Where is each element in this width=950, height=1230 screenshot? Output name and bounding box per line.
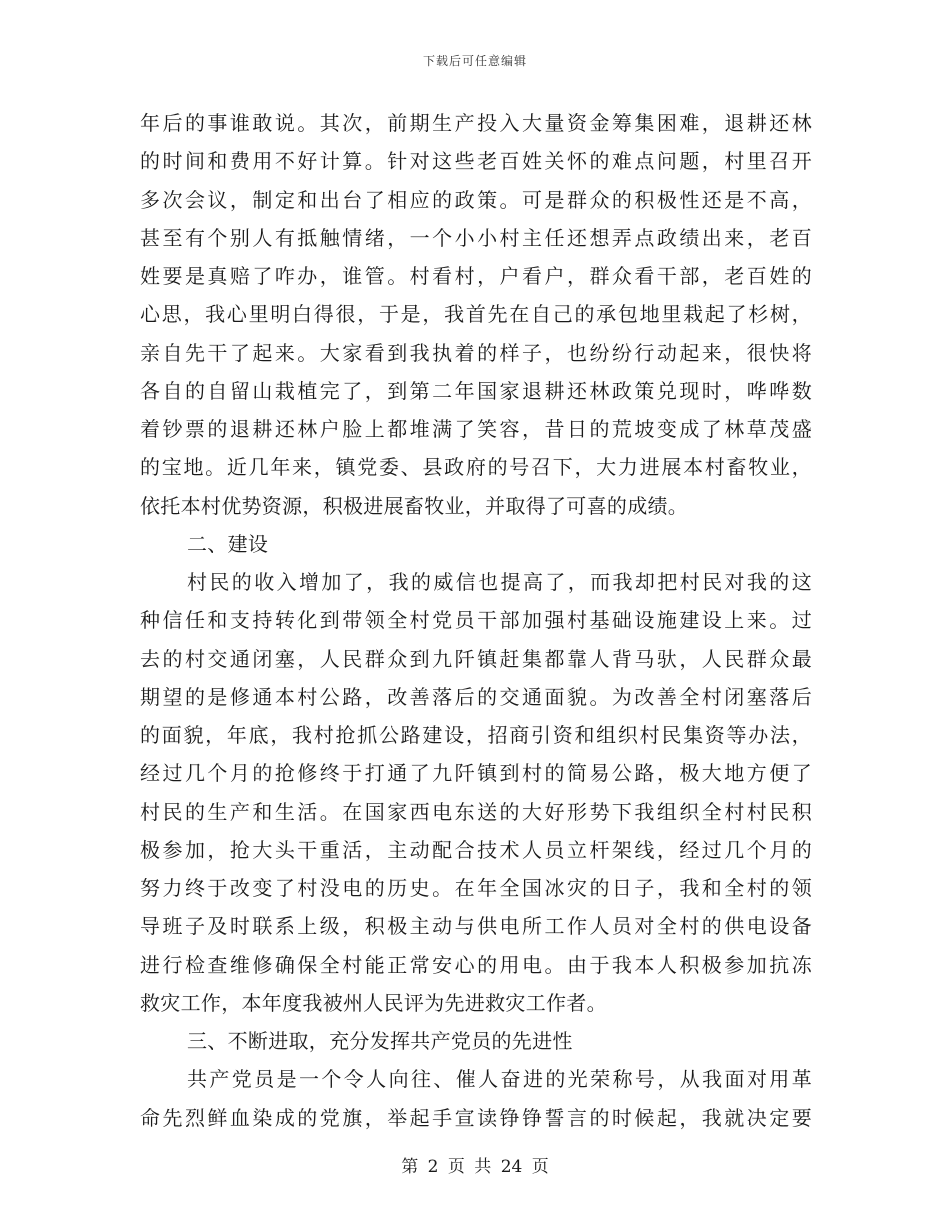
paragraph-line: 去的村交通闭塞，人民群众到九阡镇赶集都靠人背马驮，人民群众最 xyxy=(140,646,812,671)
paragraph-line: 甚至有个别人有抵触情绪，一个小小村主任还想弄点政绩出来，老百 xyxy=(140,225,812,250)
paragraph-line: 心思，我心里明白得很，于是，我首先在自己的承包地里栽起了杉树， xyxy=(140,302,812,327)
paragraph-line: 多次会议，制定和出台了相应的政策。可是群众的积极性还是不高， xyxy=(140,187,812,212)
paragraph-line: 极参加，抢大头干重活，主动配合技术人员立杆架线，经过几个月的 xyxy=(140,837,812,862)
paragraph-line: 救灾工作，本年度我被州人民评为先进救灾工作者。 xyxy=(140,990,607,1015)
section-heading: 三、不断进取，充分发挥共产党员的先进性 xyxy=(187,1029,573,1053)
paragraph-line: 依托本村优势资源，积极进展畜牧业，并取得了可喜的成绩。 xyxy=(140,493,689,518)
page-number: 第 2 页 共 24 页 xyxy=(401,1157,549,1177)
paragraph-line: 的宝地。近几年来，镇党委、县政府的号召下，大力进展本村畜牧业， xyxy=(140,455,812,480)
document-body xyxy=(140,104,812,1137)
paragraph-line: 的面貌，年底，我村抢抓公路建设，招商引资和组织村民集资等办法， xyxy=(140,723,812,747)
page-header: 下载后可任意编辑 xyxy=(422,54,527,68)
paragraph-line: 导班子及时联系上级，积极主动与供电所工作人员对全村的供电设备 xyxy=(140,914,812,939)
paragraph-line: 各自的自留山栽植完了，到第二年国家退耕还林政策兑现时，哗哗数 xyxy=(140,378,812,403)
paragraph-line: 期望的是修通本村公路，改善落后的交通面貌。为改善全村闭塞落后 xyxy=(140,684,812,709)
paragraph-line: 村民的收入增加了，我的威信也提高了，而我却把村民对我的这 xyxy=(187,570,812,594)
paragraph-line: 命先烈鲜血染成的党旗，举起手宣读铮铮誓言的时候起，我就决定要 xyxy=(140,1105,812,1130)
paragraph-line: 姓要是真赔了咋办，谁管。村看村，户看户，群众看干部，老百姓的 xyxy=(140,264,812,288)
paragraph-line: 年后的事谁敢说。其次，前期生产投入大量资金筹集困难，退耕还林 xyxy=(140,111,812,135)
section-heading: 二、建设 xyxy=(187,531,269,556)
paragraph-line: 村民的生产和生活。在国家西电东送的大好形势下我组织全村村民积 xyxy=(140,799,812,824)
paragraph-line: 共产党员是一个令人向往、催人奋进的光荣称号，从我面对用革 xyxy=(187,1067,812,1092)
paragraph-line: 的时间和费用不好计算。针对这些老百姓关怀的难点问题，村里召开 xyxy=(140,149,812,174)
paragraph-line: 着钞票的退耕还林户脸上都堆满了笑容，昔日的荒坡变成了林草茂盛 xyxy=(140,417,812,441)
paragraph-line: 亲自先干了起来。大家看到我执着的样子，也纷纷行动起来，很快将 xyxy=(140,340,812,365)
paragraph-line: 经过几个月的抢修终于打通了九阡镇到村的简易公路，极大地方便了 xyxy=(140,761,812,786)
paragraph-line: 进行检查维修确保全村能正常安心的用电。由于我本人积极参加抗冻 xyxy=(140,952,812,977)
paragraph-line: 种信任和支持转化到带领全村党员干部加强村基础设施建设上来。过 xyxy=(140,608,812,633)
paragraph-line: 努力终于改变了村没电的历史。在年全国冰灾的日子，我和全村的领 xyxy=(140,876,812,900)
